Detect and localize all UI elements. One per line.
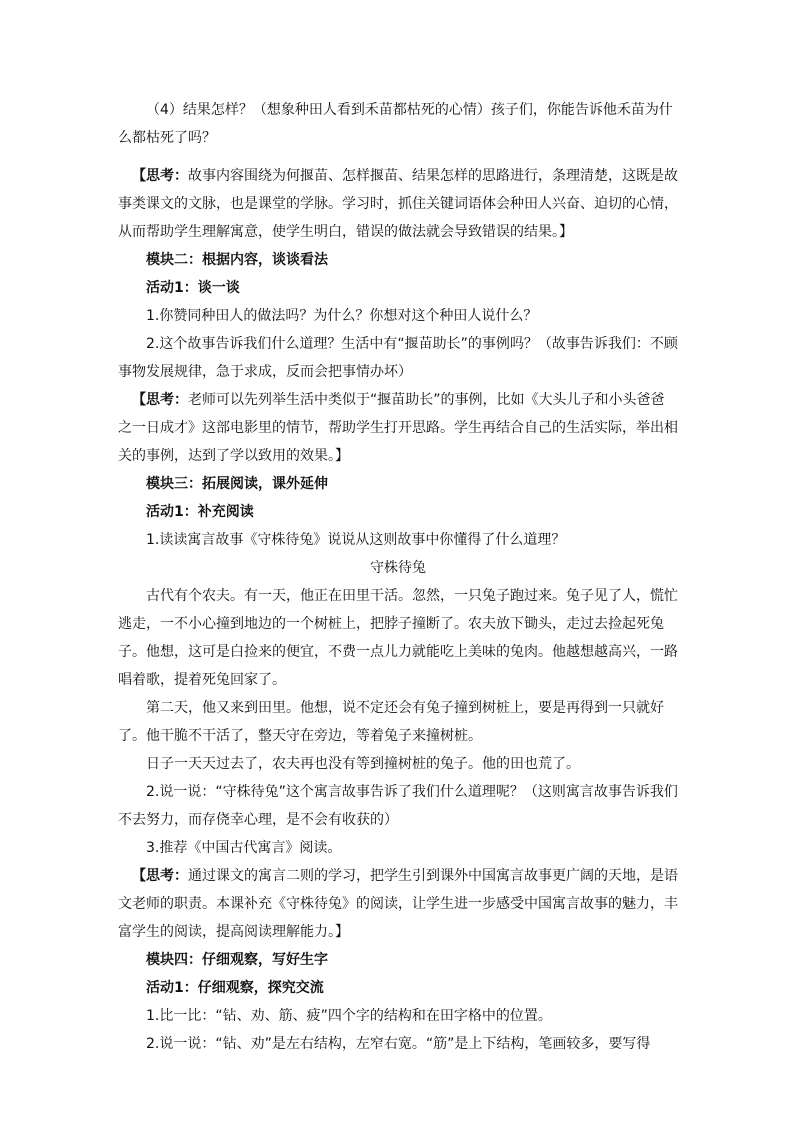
reflection-paragraph (118, 862, 678, 946)
body-paragraph (118, 526, 678, 554)
reflection-label: 【思考： (132, 168, 188, 184)
paragraph-text: 2.说一说：“钻、劝”是左右结构，左窄右宽。“筋”是上下结构，笔画较多，要写得 (146, 1036, 651, 1052)
body-paragraph (118, 302, 678, 330)
paragraph-text: 活动1：仔细观察，探究交流 (146, 980, 324, 996)
paragraph-text: 1.你赞同种田人的做法吗？为什么？你想对这个种田人说什么？ (146, 308, 538, 324)
document-body (118, 96, 678, 1058)
paragraph-text: 活动1：补充阅读 (146, 504, 254, 520)
body-paragraph (118, 96, 678, 152)
reflection-label: 【思考： (132, 868, 188, 884)
story-title (118, 554, 678, 582)
body-paragraph (118, 582, 678, 694)
section-heading (118, 498, 678, 526)
body-paragraph (118, 834, 678, 862)
body-paragraph (118, 330, 678, 386)
paragraph-text: 第二天，他又来到田里。他想，说不定还会有兔子撞到树桩上，要是再得到一只就好了。他干脆不干活了，整天守在旁边，等着兔子来撞树桩。 (118, 700, 664, 744)
reflection-paragraph (118, 162, 678, 246)
body-paragraph (118, 750, 678, 778)
body-paragraph (118, 694, 678, 750)
paragraph-text: 古代有个农夫。有一天，他正在田里干活。忽然，一只兔子跑过来。兔子见了人，慌忙逃走，一不小心撞到地边的一个树桩上，把脖子撞断了。农夫放下锄头，走过去捡起死兔子。他想，这可是白捡来的便宜，不费一点儿力就能吃上美味的兔肉。他越想越高兴，一路唱着歌，提着死兔回家了。 (118, 588, 678, 688)
reflection-paragraph (118, 386, 678, 470)
paragraph-text: 模块二：根据内容，谈谈看法 (146, 252, 328, 268)
reflection-label: 【思考： (132, 392, 188, 408)
section-heading (118, 470, 678, 498)
section-heading (118, 946, 678, 974)
paragraph-text: 1.读读寓言故事《守株待兔》说说从这则故事中你懂得了什么道理？ (146, 532, 566, 548)
paragraph-text: 故事内容围绕为何揠苗、怎样揠苗、结果怎样的思路进行，条理清楚，这既是故事类课文的文脉，也是课堂的学脉。学习时，抓住关键词语体会种田人兴奋、迫切的心情，从而帮助学生理解寓意，使学生明白，错误的做法就会导致错误的结果。】 (118, 168, 678, 240)
paragraph-text: 3.推荐《中国古代寓言》阅读。 (146, 840, 342, 856)
paragraph-text: 2.说一说：“守株待兔”这个寓言故事告诉了我们什么道理呢？（这则寓言故事告诉我们不去努力，而存侥幸心理，是不会有收获的） (118, 784, 678, 828)
body-paragraph (118, 778, 678, 834)
paragraph-text: 1.比一比：“钻、劝、筋、疲”四个字的结构和在田字格中的位置。 (146, 1008, 552, 1024)
paragraph-text: 模块三：拓展阅读，课外延伸 (146, 476, 328, 492)
section-heading (118, 274, 678, 302)
paragraph-text: （4）结果怎样？（想象种田人看到禾苗都枯死的心情）孩子们，你能告诉他禾苗为什么都枯死了吗？ (118, 102, 673, 146)
paragraph-text: 守株待兔 (370, 560, 426, 576)
paragraph-text: 活动1：谈一谈 (146, 280, 240, 296)
section-heading (118, 974, 678, 1002)
body-paragraph (118, 1002, 678, 1030)
paragraph-text: 模块四：仔细观察，写好生字 (146, 952, 328, 968)
paragraph-text: 2.这个故事告诉我们什么道理？生活中有“揠苗助长”的事例吗？（故事告诉我们：不顾事物发展规律，急于求成，反而会把事情办坏） (118, 336, 678, 380)
paragraph-text: 通过课文的寓言二则的学习，把学生引到课外中国寓言故事更广阔的天地，是语文老师的职责。本课补充《守株待兔》的阅读，让学生进一步感受中国寓言故事的魅力，丰富学生的阅读，提高阅读理解能力。】 (118, 868, 678, 940)
paragraph-text: 日子一天天过去了，农夫再也没有等到撞树桩的兔子。他的田也荒了。 (146, 756, 580, 772)
paragraph-text: 老师可以先列举生活中类似于“揠苗助长”的事例，比如《大头儿子和小头爸爸之一日成才》这部电影里的情节，帮助学生打开思路。学生再结合自己的生活实际，举出相关的事例，达到了学以致用的效果。】 (118, 392, 678, 464)
section-heading (118, 246, 678, 274)
body-paragraph (118, 1030, 678, 1058)
